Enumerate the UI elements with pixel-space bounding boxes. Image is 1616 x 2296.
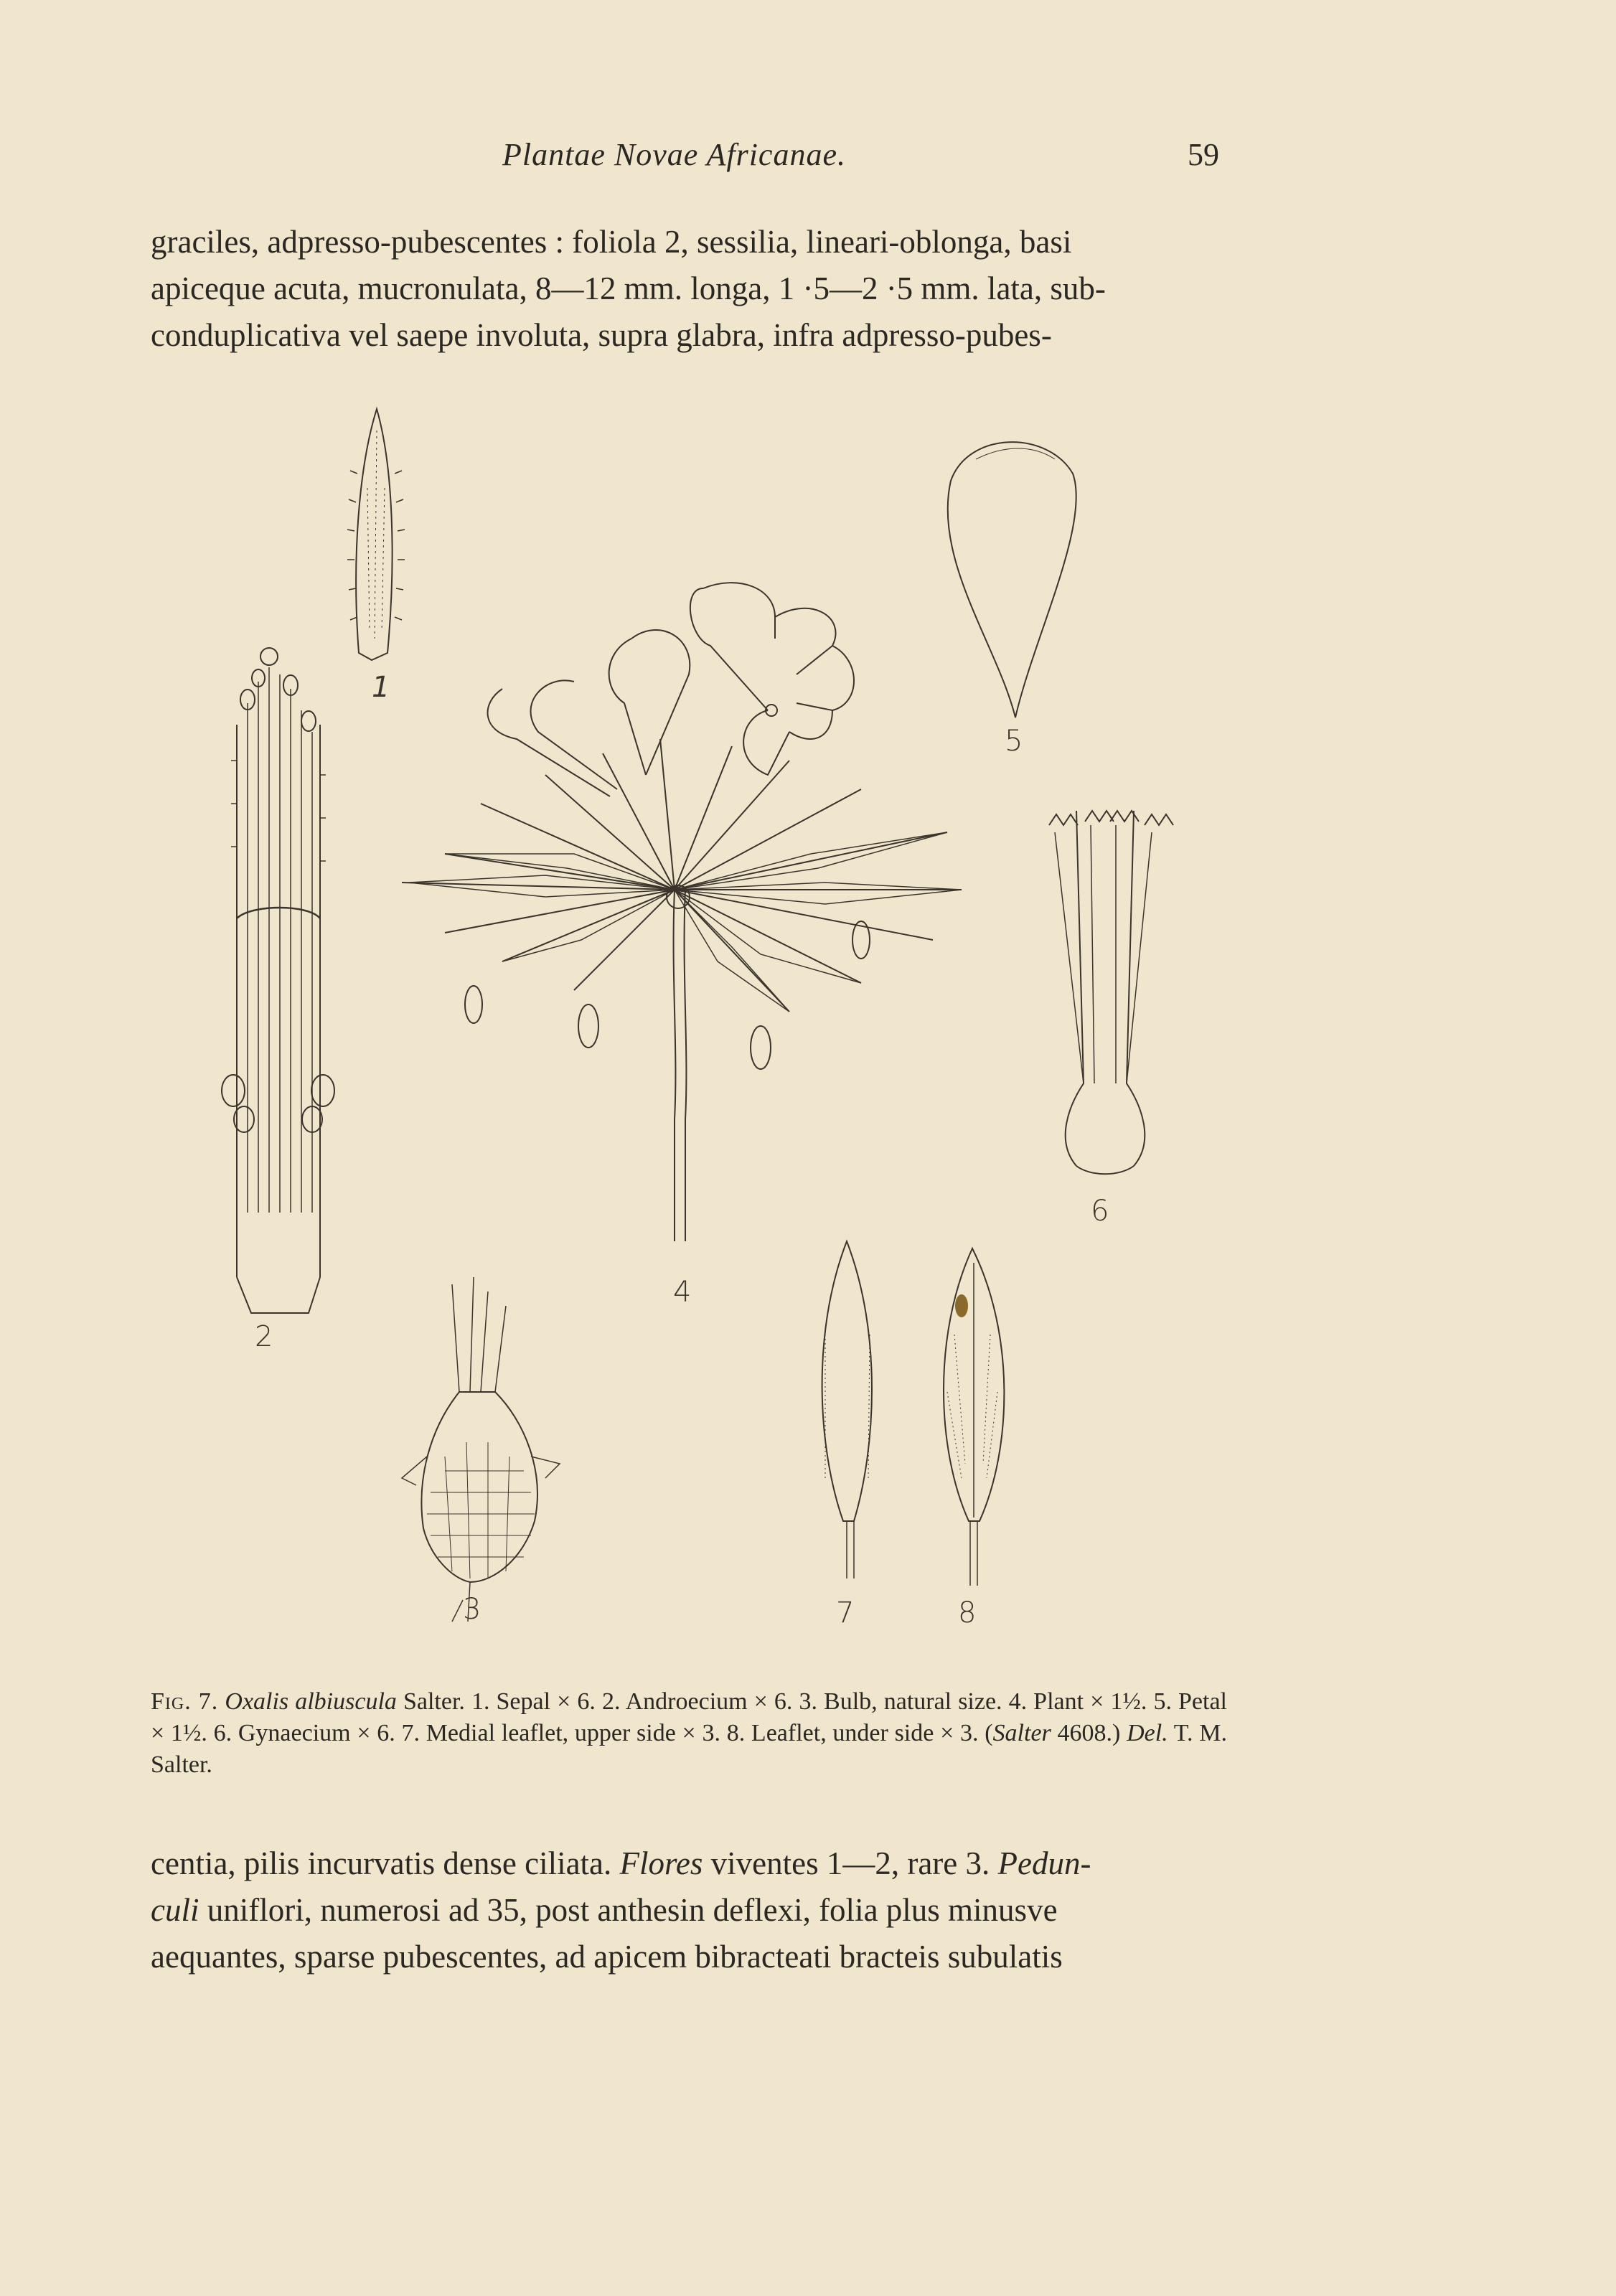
figure-label-6: 6	[1091, 1195, 1109, 1228]
running-head	[0, 136, 1616, 179]
text-line: graciles, adpresso-pubescentes : foliola 2, sessilia, lineari-oblonga, basi	[151, 224, 1072, 260]
figure-label-1: 1	[372, 671, 390, 704]
sepal-drawing	[347, 409, 405, 660]
text-fragment: viventes 1—2, rare 3.	[703, 1845, 998, 1881]
text-line: apiceque acuta, mucronulata, 8—12 mm. longa, 1 ·5—2 ·5 mm. lata, sub-	[151, 270, 1106, 306]
figure-label-5: 5	[1005, 725, 1023, 758]
page-number: 59	[1188, 137, 1219, 172]
leaflet-under-drawing	[944, 1248, 1004, 1586]
figure-label-4: 4	[673, 1276, 692, 1309]
petal-drawing	[948, 442, 1076, 718]
text-line	[151, 1840, 1227, 1887]
figure-label-3: 3	[463, 1593, 481, 1626]
figure-number: Fig. 7.	[151, 1688, 219, 1715]
androecium-drawing	[222, 648, 334, 1313]
species-name: Oxalis albiuscula	[225, 1688, 397, 1715]
gynaecium-drawing	[1049, 811, 1173, 1174]
delineavit: Del.	[1127, 1720, 1168, 1746]
figure-label-8: 8	[958, 1596, 977, 1629]
text-fragment: centia, pilis incurvatis dense ciliata.	[151, 1845, 620, 1881]
top-paragraph	[151, 219, 1227, 359]
artist-name: T. M. Salter.	[151, 1720, 1227, 1778]
text-fragment-italic: Pedun-	[997, 1845, 1091, 1881]
figure-caption	[151, 1686, 1227, 1781]
text-line	[151, 1887, 1227, 1934]
collector-name: Salter	[992, 1720, 1051, 1746]
figure-label-7: 7	[836, 1596, 855, 1629]
collector-number: 4608.)	[1051, 1720, 1127, 1746]
plant-drawing	[402, 583, 962, 1241]
leaflet-upper-drawing	[822, 1241, 872, 1578]
bottom-paragraph	[151, 1840, 1227, 1980]
bulb-drawing	[402, 1277, 560, 1622]
text-fragment-italic: culi	[151, 1892, 199, 1928]
text-line: conduplicativa vel saepe involuta, supra glabra, infra adpresso-pubes-	[151, 317, 1052, 353]
figure-drawing	[144, 402, 1263, 1665]
caption-text: Salter. 1. Sepal × 6. 2. Androecium × 6. 3. Bulb, natural size. 4. Plant × 1½. 5. Petal × 1½. 6. Gynaecium × 6. 7. Medial leaflet, upper side × 3. 8. Leaflet, under side × 3. (	[151, 1688, 1228, 1746]
text-line: aequantes, sparse pubescentes, ad apicem bibracteati bracteis subulatis	[151, 1939, 1063, 1975]
text-fragment: uniflori, numerosi ad 35, post anthesin deflexi, folia plus minusve	[199, 1892, 1058, 1928]
botanical-figure	[144, 402, 1263, 1665]
running-title: Plantae Novae Africanae.	[502, 137, 846, 172]
text-fragment-italic: Flores	[619, 1845, 703, 1881]
figure-label-2: 2	[255, 1320, 273, 1353]
